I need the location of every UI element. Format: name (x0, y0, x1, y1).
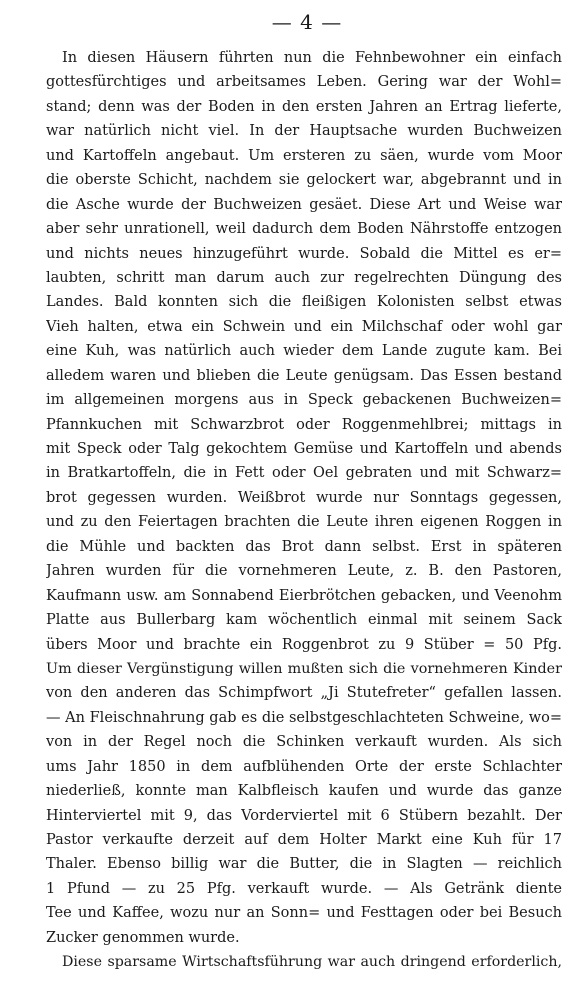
text-line: die Asche wurde der Buchweizen gesäet. Diese Art und Weise war (46, 196, 562, 213)
text-line: Thaler. Ebenso billig war die Butter, die in Slagten — reichlich (46, 856, 562, 873)
text-line: übers Moor und brachte ein Roggenbrot zu 9 Stüber = 50 Pfg. (46, 636, 562, 653)
text-line: Zucker genommen wurde. (46, 929, 240, 946)
text-line: 1 Pfund — zu 25 Pfg. verkauft wurde. — Als Getränk diente (46, 880, 562, 897)
text-line: von den anderen das Schimpfwort „Ji Stutefreter“ gefallen lassen. (46, 685, 562, 702)
text-line: Um dieser Vergünstigung willen mußten sich die vornehmeren Kinder (46, 660, 562, 677)
text-line: mit Speck oder Talg gekochtem Gemüse und Kartoffeln und abends (46, 441, 562, 457)
text-line: alledem waren und blieben die Leute genügsam. Das Essen bestand (46, 367, 562, 384)
text-line: gottesfürchtiges und arbeitsames Leben. Gering war der Wohl= (46, 74, 562, 91)
text-line: Platte aus Bullerbarg kam wöchentlich einmal mit seinem Sack (46, 612, 562, 629)
text-line: war natürlich nicht viel. In der Hauptsache wurden Buchweizen (46, 123, 562, 140)
text-line: Landes. Bald konnten sich die fleißigen Kolonisten selbst etwas (46, 294, 562, 311)
text-line: von in der Regel noch die Schinken verkauft wurden. Als sich (46, 734, 562, 751)
text-line: Kaufmann usw. am Sonnabend Eierbrötchen gebacken, und Veenohm (46, 587, 562, 604)
text-line: — An Fleischnahrung gab es die selbstgeschlachteten Schweine, wo= (46, 709, 562, 726)
text-line: niederließ, konnte man Kalbfleisch kaufen und wurde das ganze (46, 783, 562, 800)
text-line: Pastor verkaufte derzeit auf dem Holter Markt eine Kuh für 17 (46, 832, 562, 848)
text-line: und Kartoffeln angebaut. Um ersteren zu säen, wurde vom Moor (46, 147, 562, 164)
text-line: In diesen Häusern führten nun die Fehnbewohner ein einfach (62, 50, 562, 66)
text-line: eine Kuh, was natürlich auch wieder dem Lande zugute kam. Bei (46, 343, 562, 360)
text-line: Tee und Kaffee, wozu nur an Sonn= und Festtagen oder bei Besuch (46, 905, 562, 922)
text-line: die oberste Schicht, nachdem sie gelockert war, abgebrannt und in (46, 172, 562, 189)
text-line: und nichts neues hinzugeführt wurde. Sobald die Mittel es er= (46, 245, 562, 262)
text-line: laubten, schritt man darum auch zur regelrechten Düngung des (46, 269, 562, 286)
text-line: im allgemeinen morgens aus in Speck gebackenen Buchweizen= (46, 392, 562, 409)
text-line: Vieh halten, etwa ein Schwein und ein Milchschaf oder wohl gar (46, 318, 562, 335)
text-line: Diese sparsame Wirtschaftsführung war auch dringend erforderlich, (62, 954, 562, 971)
text-line: stand; denn was der Boden in den ersten Jahren an Ertrag lieferte, (46, 98, 562, 115)
text-line: Jahren wurden für die vornehmeren Leute, z. B. den Pastoren, (46, 563, 562, 580)
text-line: Hinterviertel mit 9, das Vorderviertel mit 6 Stübern bezahlt. Der (46, 807, 562, 824)
text-line: ums Jahr 1850 in dem aufblühenden Orte der erste Schlachter (46, 758, 562, 775)
text-line: die Mühle und backten das Brot dann selbst. Erst in späteren (46, 538, 562, 555)
text-line: Pfannkuchen mit Schwarzbrot oder Roggenmehlbrei; mittags in (46, 416, 562, 433)
page-number: — 4 — (271, 10, 343, 34)
text-line: und zu den Feiertagen brachten die Leute ihren eigenen Roggen in (46, 514, 562, 531)
body-text (46, 46, 562, 975)
text-line: in Bratkartoffeln, die in Fett oder Oel gebraten und mit Schwarz= (46, 465, 562, 482)
text-line: brot gegessen wurden. Weißbrot wurde nur Sonntags gegessen, (46, 489, 562, 506)
text-line: aber sehr unrationell, weil dadurch dem Boden Nährstoffe entzogen (46, 221, 562, 238)
